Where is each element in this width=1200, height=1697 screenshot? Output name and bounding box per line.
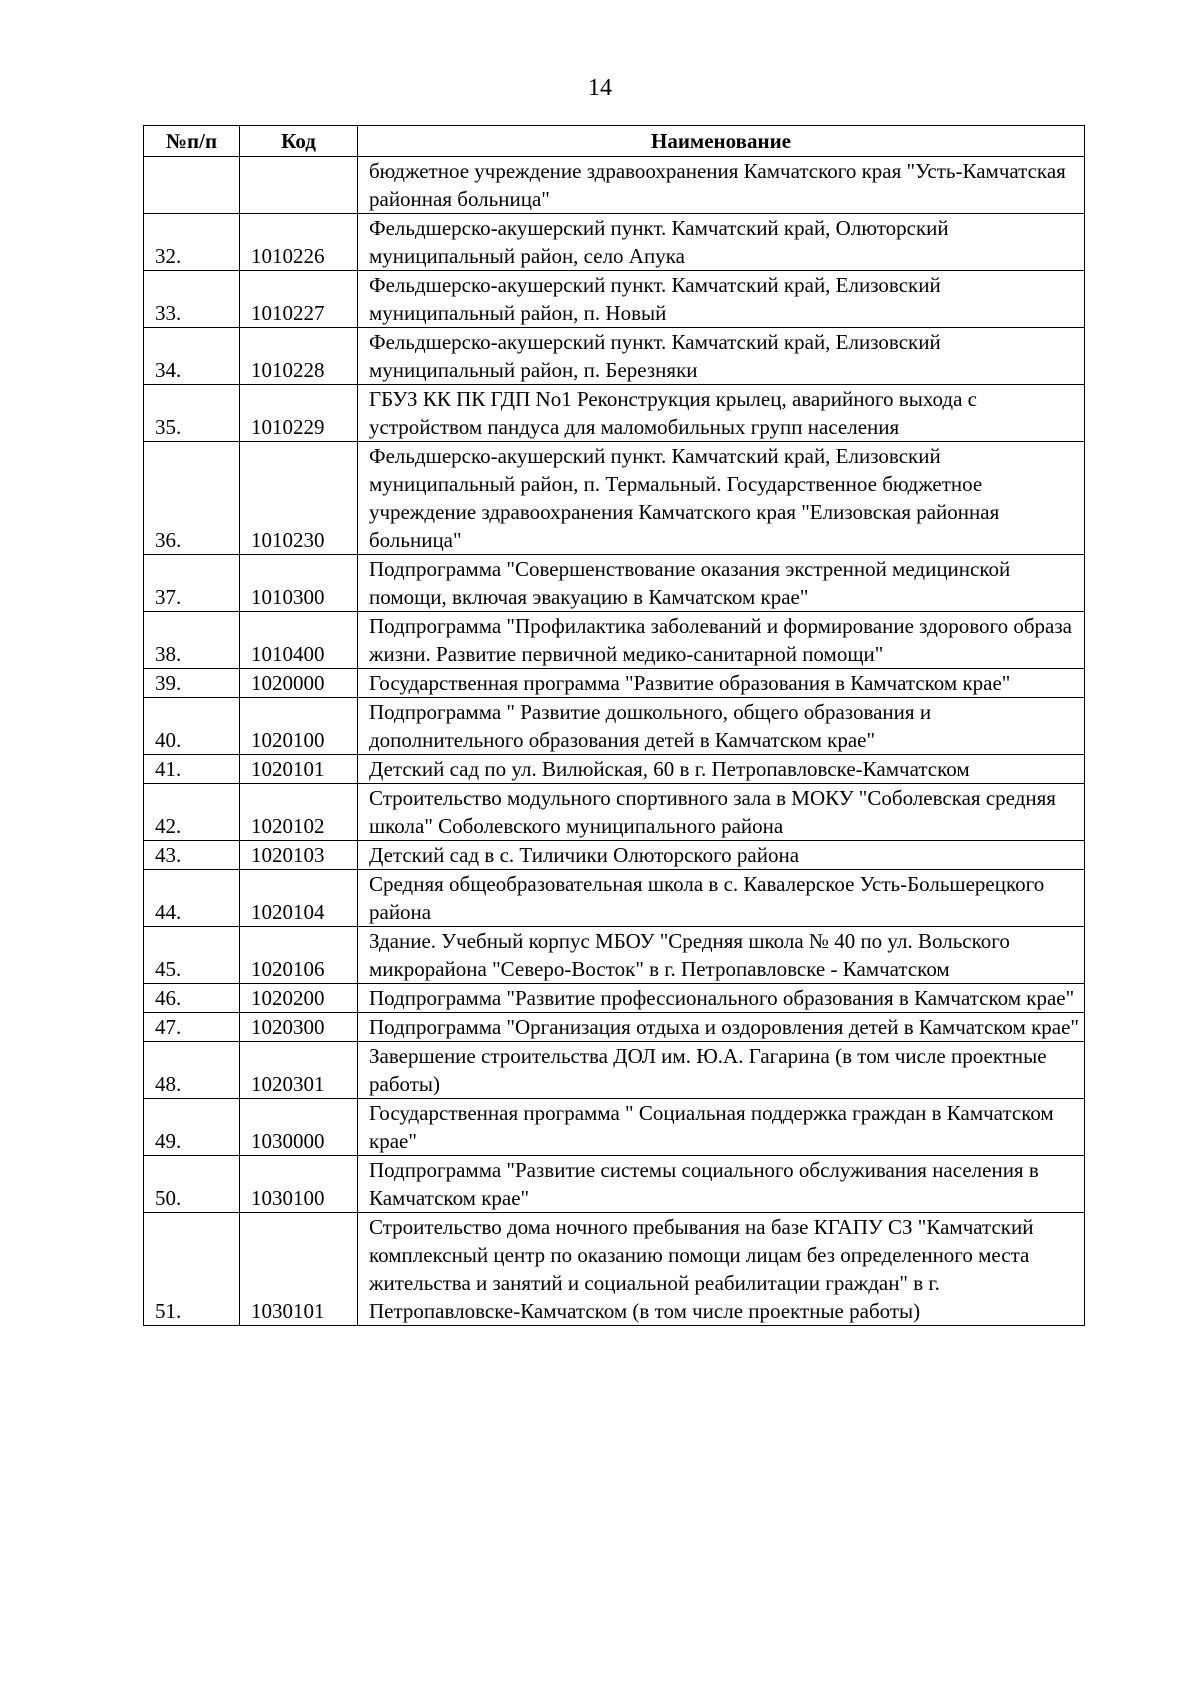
row-number-cell: 47.	[144, 1013, 240, 1042]
row-code-cell: 1010228	[240, 328, 358, 385]
row-code-cell: 1030101	[240, 1213, 358, 1326]
row-number-cell: 46.	[144, 984, 240, 1013]
row-code-cell: 1010400	[240, 612, 358, 669]
row-code-cell: 1030100	[240, 1156, 358, 1213]
row-code-cell: 1020000	[240, 669, 358, 698]
table-header-row	[144, 126, 1085, 157]
table-row	[144, 612, 1085, 669]
table-row	[144, 927, 1085, 984]
row-name-cell: Подпрограмма "Развитие профессионального образования в Камчатском крае"	[358, 984, 1085, 1013]
table-row	[144, 841, 1085, 870]
row-number-cell: 40.	[144, 698, 240, 755]
row-name-cell: Подпрограмма " Развитие дошкольного, общего образования и дополнительного образования детей в Камчатском крае"	[358, 698, 1085, 755]
table-row	[144, 1156, 1085, 1213]
table-row	[144, 214, 1085, 271]
table-row	[144, 784, 1085, 841]
row-code-cell: 1020106	[240, 927, 358, 984]
table-row	[144, 328, 1085, 385]
row-number-cell: 51.	[144, 1213, 240, 1326]
row-name-cell: Строительство дома ночного пребывания на базе КГАПУ СЗ "Камчатский комплексный центр по оказанию помощи лицам без определенного места жительства и занятий и социальной реабилитации граждан" в г. Петропавловске-Камчатском (в том числе проектные работы)	[358, 1213, 1085, 1326]
row-code-cell: 1030000	[240, 1099, 358, 1156]
row-number-cell: 39.	[144, 669, 240, 698]
row-name-cell: Строительство модульного спортивного зала в МОКУ "Соболевская средняя школа" Соболевского муниципального района	[358, 784, 1085, 841]
row-number-cell: 32.	[144, 214, 240, 271]
table-row	[144, 984, 1085, 1013]
row-name-cell: Фельдшерско-акушерский пункт. Камчатский край, Елизовский муниципальный район, п. Термальный. Государственное бюджетное учреждение здравоохранения Камчатского края "Елизовская районная больница"	[358, 442, 1085, 555]
table-body	[144, 157, 1085, 1326]
page-number: 14	[588, 75, 612, 101]
row-code-cell: 1010227	[240, 271, 358, 328]
row-number-cell: 43.	[144, 841, 240, 870]
row-code-cell: 1020103	[240, 841, 358, 870]
row-code-cell: 1010229	[240, 385, 358, 442]
table-row	[144, 1013, 1085, 1042]
row-number-cell: 37.	[144, 555, 240, 612]
row-number-cell: 44.	[144, 870, 240, 927]
row-number-cell	[144, 157, 240, 214]
table-row	[144, 442, 1085, 555]
row-name-cell: Средняя общеобразовательная школа в с. Кавалерское Усть-Большерецкого района	[358, 870, 1085, 927]
table-row	[144, 669, 1085, 698]
row-name-cell: ГБУЗ КК ПК ГДП No1 Реконструкция крылец, аварийного выхода с устройством пандуса для маломобильных групп населения	[358, 385, 1085, 442]
row-code-cell: 1010230	[240, 442, 358, 555]
row-number-cell: 42.	[144, 784, 240, 841]
row-name-cell: Здание. Учебный корпус МБОУ "Средняя школа № 40 по ул. Вольского микрорайона "Северо-Восток" в г. Петропавловске - Камчатском	[358, 927, 1085, 984]
row-code-cell: 1010300	[240, 555, 358, 612]
row-name-cell: Государственная программа " Социальная поддержка граждан в Камчатском крае"	[358, 1099, 1085, 1156]
table-row	[144, 1213, 1085, 1326]
table-row	[144, 755, 1085, 784]
table-row	[144, 271, 1085, 328]
table-row	[144, 1042, 1085, 1099]
row-number-cell: 49.	[144, 1099, 240, 1156]
header-name: Наименование	[358, 126, 1085, 157]
row-name-cell: Детский сад в с. Тиличики Олюторского района	[358, 841, 1085, 870]
table-row	[144, 870, 1085, 927]
row-number-cell: 50.	[144, 1156, 240, 1213]
row-name-cell: Государственная программа "Развитие образования в Камчатском крае"	[358, 669, 1085, 698]
row-code-cell: 1010226	[240, 214, 358, 271]
registry-table	[143, 125, 1085, 1326]
row-code-cell: 1020200	[240, 984, 358, 1013]
header-num: №п/п	[144, 126, 240, 157]
row-number-cell: 45.	[144, 927, 240, 984]
table-row	[144, 698, 1085, 755]
row-number-cell: 48.	[144, 1042, 240, 1099]
row-number-cell: 33.	[144, 271, 240, 328]
row-name-cell: Подпрограмма "Развитие системы социального обслуживания населения в Камчатском крае"	[358, 1156, 1085, 1213]
table-row	[144, 385, 1085, 442]
row-code-cell: 1020301	[240, 1042, 358, 1099]
row-name-cell: Подпрограмма "Совершенствование оказания экстренной медицинской помощи, включая эвакуацию в Камчатском крае"	[358, 555, 1085, 612]
row-code-cell: 1020100	[240, 698, 358, 755]
row-name-cell: Фельдшерско-акушерский пункт. Камчатский край, Елизовский муниципальный район, п. Новый	[358, 271, 1085, 328]
table-row	[144, 555, 1085, 612]
row-name-cell: Завершение строительства ДОЛ им. Ю.А. Гагарина (в том числе проектные работы)	[358, 1042, 1085, 1099]
table-row	[144, 157, 1085, 214]
row-number-cell: 34.	[144, 328, 240, 385]
row-name-cell: Фельдшерско-акушерский пункт. Камчатский край, Олюторский муниципальный район, село Апука	[358, 214, 1085, 271]
row-name-cell: Фельдшерско-акушерский пункт. Камчатский край, Елизовский муниципальный район, п. Березняки	[358, 328, 1085, 385]
row-code-cell	[240, 157, 358, 214]
table-row	[144, 1099, 1085, 1156]
row-code-cell: 1020300	[240, 1013, 358, 1042]
row-number-cell: 35.	[144, 385, 240, 442]
row-code-cell: 1020104	[240, 870, 358, 927]
row-name-cell: Подпрограмма "Профилактика заболеваний и формирование здорового образа жизни. Развитие первичной медико-санитарной помощи"	[358, 612, 1085, 669]
row-number-cell: 38.	[144, 612, 240, 669]
row-number-cell: 36.	[144, 442, 240, 555]
row-name-cell: Подпрограмма "Организация отдыха и оздоровления детей в Камчатском крае"	[358, 1013, 1085, 1042]
header-code: Код	[240, 126, 358, 157]
row-code-cell: 1020101	[240, 755, 358, 784]
row-name-cell: бюджетное учреждение здравоохранения Камчатского края "Усть-Камчатская районная больница"	[358, 157, 1085, 214]
row-name-cell: Детский сад по ул. Вилюйская, 60 в г. Петропавловске-Камчатском	[358, 755, 1085, 784]
row-code-cell: 1020102	[240, 784, 358, 841]
row-number-cell: 41.	[144, 755, 240, 784]
